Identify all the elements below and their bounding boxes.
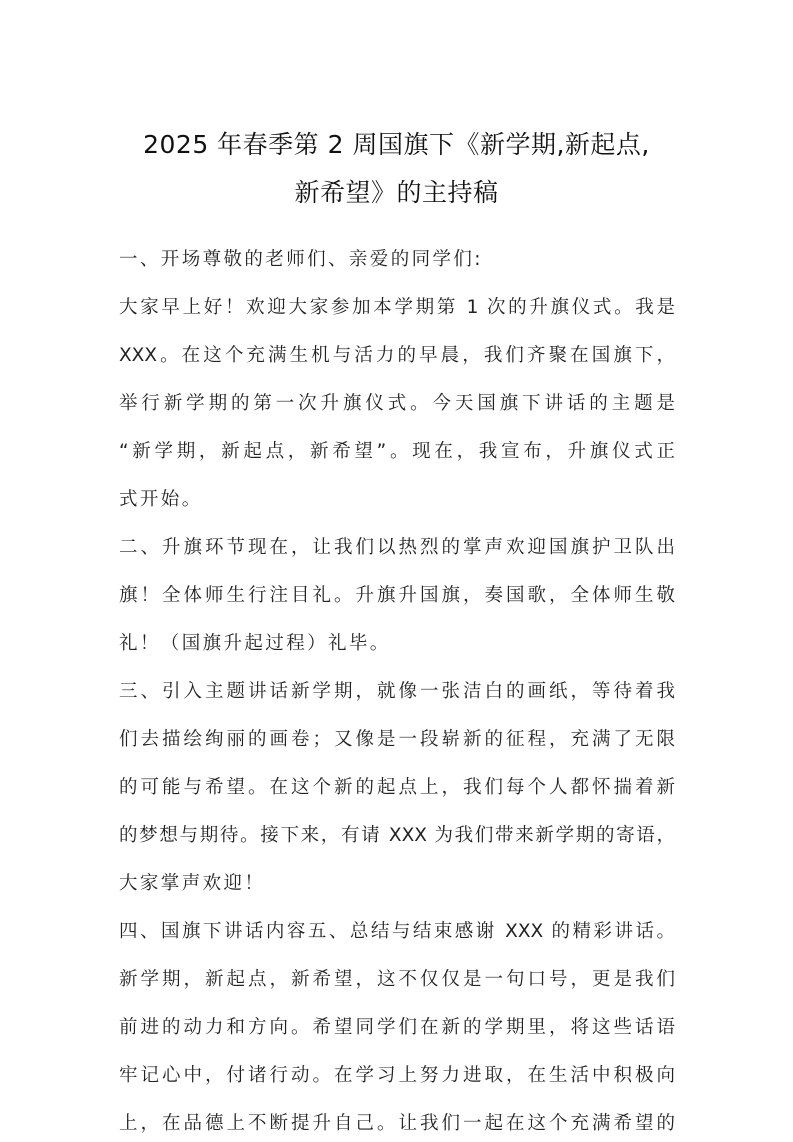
body-line: 的梦想与期待。接下来，有请 XXX 为我们带来新学期的寄语，	[119, 825, 675, 846]
body-line: 新学期，新起点，新希望，这不仅仅是一句口号，更是我们	[119, 969, 675, 990]
body-line: 大家掌声欢迎！	[119, 873, 266, 894]
body-line: “新学期，新起点，新希望”。现在，我宣布，升旗仪式正	[119, 441, 675, 462]
body-line: 的可能与希望。在这个新的起点上，我们每个人都怀揣着新	[119, 777, 675, 798]
body-line: 举行新学期的第一次升旗仪式。今天国旗下讲话的主题是	[119, 393, 675, 414]
body-line: 式开始。	[119, 489, 203, 510]
body-line: 礼！（国旗升起过程）礼毕。	[119, 633, 391, 654]
body-line: 前进的动力和方向。希望同学们在新的学期里，将这些话语	[119, 1017, 675, 1038]
body-line: 一、开场尊敬的老师们、亲爱的同学们:	[119, 249, 483, 270]
body-line: 二、升旗环节现在，让我们以热烈的掌声欢迎国旗护卫队出	[119, 537, 675, 558]
body-line: 四、国旗下讲话内容五、总结与结束感谢 XXX 的精彩讲话。	[119, 921, 675, 942]
body-line: 牢记心中，付诸行动。在学习上努力进取，在生活中积极向	[119, 1065, 675, 1086]
body-line: 上，在品德上不断提升自己。让我们一起在这个充满希望的	[119, 1113, 675, 1134]
body-line: 旗！全体师生行注目礼。升旗升国旗，奏国歌，全体师生敬	[119, 585, 675, 606]
body-line: 们去描绘绚丽的画卷；又像是一段崭新的征程，充满了无限	[119, 729, 675, 750]
document-title-line-1: 2025 年春季第 2 周国旗下《新学期,新起点,	[143, 130, 650, 159]
body-line: 三、引入主题讲话新学期，就像一张洁白的画纸，等待着我	[119, 681, 675, 702]
body-line: 大家早上好！欢迎大家参加本学期第 1 次的升旗仪式。我是	[119, 297, 675, 318]
body-line: XXX。在这个充满生机与活力的早晨，我们齐聚在国旗下，	[119, 345, 675, 366]
document-title-line-2: 新希望》的主持稿	[294, 178, 499, 207]
